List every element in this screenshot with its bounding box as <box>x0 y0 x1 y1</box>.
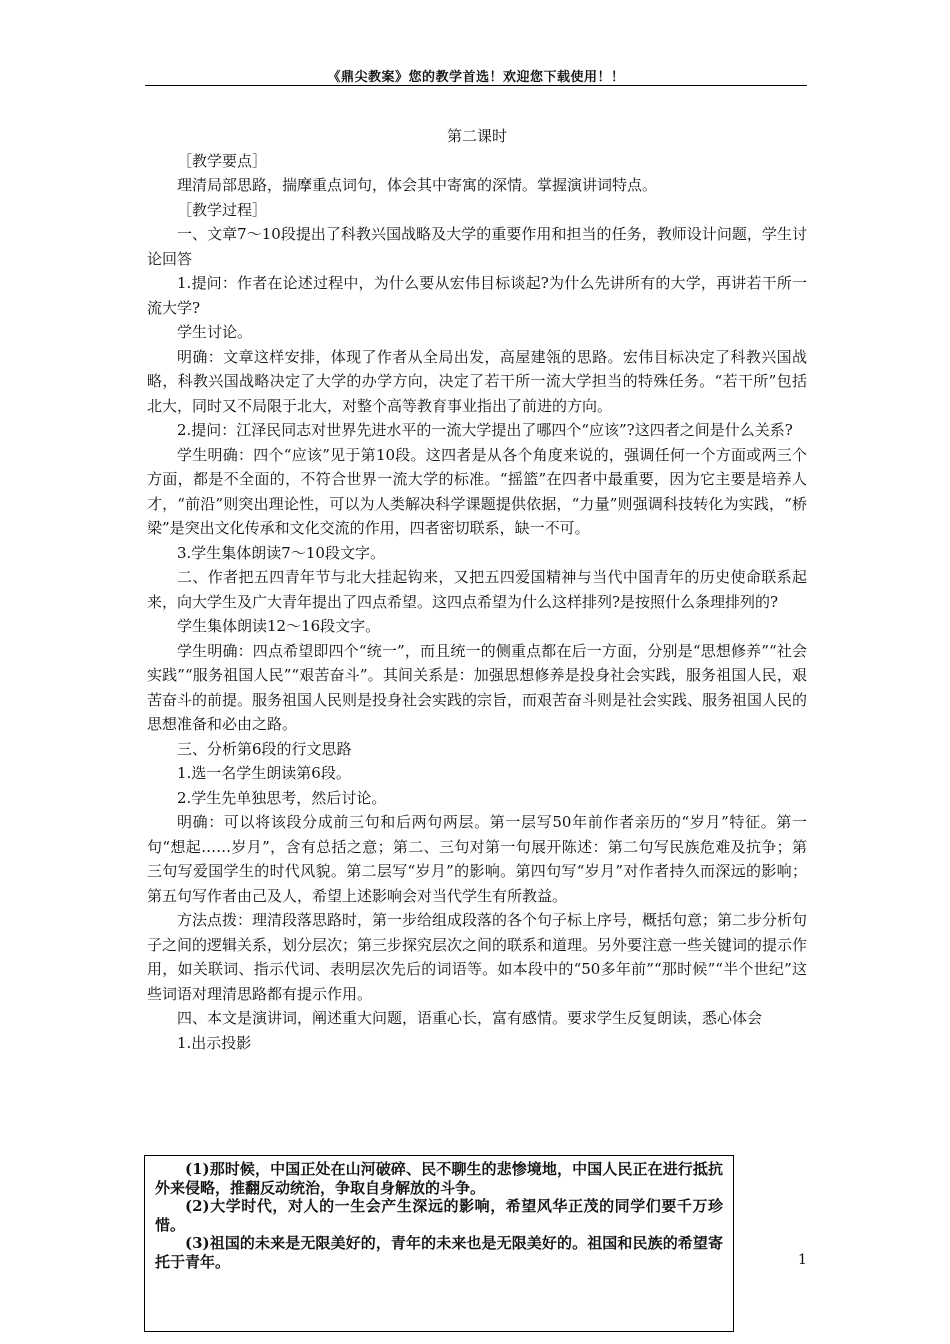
section-heading: ［教学过程］ <box>177 200 268 219</box>
paragraph: 2.提问：江泽民同志对世界先进水平的一流大学提出了哪四个“应该”?这四者之间是什么关系? <box>177 421 793 439</box>
slide-line: (1)那时候，中国正处在山河破碎、民不聊生的悲惨境地，中国人民正在进行抵抗外来侵略，推翻反动统治，争取自身解放的斗争。 <box>155 1160 723 1197</box>
lesson-title: 第二课时 <box>446 127 507 145</box>
paragraph: 一、文章7～10段提出了科教兴国战略及大学的重要作用和担当的任务，教师设计问题，学生讨论回答 <box>147 225 807 268</box>
paragraph: 3.学生集体朗读7～10段文字。 <box>177 543 385 562</box>
paragraph: 方法点拨：理清段落思路时，第一步给组成段落的各个句子标上序号，概括句意；第二步分析句子之间的逻辑关系，划分层次；第三步探究层次之间的联系和道理。另外要注意一些关键词的提示作用，如关联词、指示代词、表明层次先后的词语等。如本段中的“50多年前”“那时候”“半个世纪”这些词语对理清思路都有提示作用。 <box>147 911 808 1003</box>
page-header: 《鼎尖教案》您的教学首选！欢迎您下载使用！！ <box>327 70 625 85</box>
paragraph: 1.出示投影 <box>177 1033 252 1052</box>
paragraph: 1.提问：作者在论述过程中，为什么要从宏伟目标谈起?为什么先讲所有的大学，再讲若干所一流大学? <box>147 274 807 317</box>
paragraph: 学生明确：四点希望即四个“统一”，而且统一的侧重点都在后一方面，分别是“思想修养”“社会实践”“服务祖国人民”“艰苦奋斗”。其间关系是：加强思想修养是投身社会实践，服务祖国人民，艰苦奋斗的前提。服务祖国人民则是投身社会实践的宗旨，而艰苦奋斗则是社会实践、服务祖国人民的思想准备和必由之路。 <box>147 641 808 733</box>
paragraph: 理清局部思路，揣摩重点词句，体会其中寄寓的深情。掌握演讲词特点。 <box>177 176 658 194</box>
header-divider <box>145 85 807 86</box>
paragraph: 学生讨论。 <box>177 323 253 341</box>
paragraph: 三、分析第6段的行文思路 <box>177 739 352 758</box>
paragraph: 1.选一名学生朗读第6段。 <box>177 764 351 782</box>
paragraph: 四、本文是演讲词，阐述重大问题，语重心长，富有感情。要求学生反复朗读，悉心体会 <box>177 1009 763 1027</box>
paragraph: 二、作者把五四青年节与北大挂起钩来，又把五四爱国精神与当代中国青年的历史使命联系起来，向大学生及广大青年提出了四点希望。这四点希望为什么这样排列?是按照什么条理排列的? <box>147 568 807 611</box>
paragraph: 明确：可以将该段分成前三句和后两句两层。第一层写50年前作者亲历的“岁月”特征。第一句“想起……岁月”，含有总括之意；第二、三句对第一句展开陈述：第二句写民族危难及抗争；第三句写爱国学生的时代风貌。第二层写“岁月”的影响。第四句写“岁月”对作者持久而深远的影响；第五句写作者由己及人，希望上述影响会对当代学生有所教益。 <box>147 813 807 905</box>
paragraph: 明确：文章这样安排，体现了作者从全局出发，高屋建瓴的思路。宏伟目标决定了科教兴国战略，科教兴国战略决定了大学的办学方向，决定了若干所一流大学担当的特殊任务。“若干所”包括北大，同时又不局限于北大，对整个高等教育事业指出了前进的方向。 <box>147 347 807 415</box>
paragraph: 学生集体朗读12～16段文字。 <box>177 617 381 635</box>
projection-slide-box <box>144 1155 734 1332</box>
document-body <box>147 124 807 1055</box>
paragraph: 2.学生先单独思考，然后讨论。 <box>177 788 387 807</box>
paragraph: 学生明确：四个“应该”见于第10段。这四者是从各个角度来说的，强调任何一个方面或两三个方面，都是不全面的，不符合世界一流大学的标准。“摇篮”在四者中最重要，因为它主要是培养人才，“前沿”则突出理论性，可以为人类解决科学课题提供依据，“力量”则强调科技转化为实践，“桥梁”是突出文化传承和文化交流的作用，四者密切联系，缺一不可。 <box>147 445 807 537</box>
slide-line: (2)大学时代，对人的一生会产生深远的影响，希望风华正茂的同学们要千万珍惜。 <box>155 1197 723 1234</box>
page-number: 1 <box>798 1252 807 1268</box>
section-heading: ［教学要点］ <box>177 151 268 170</box>
slide-line: (3)祖国的未来是无限美好的，青年的未来也是无限美好的。祖国和民族的希望寄托于青年。 <box>155 1234 723 1271</box>
